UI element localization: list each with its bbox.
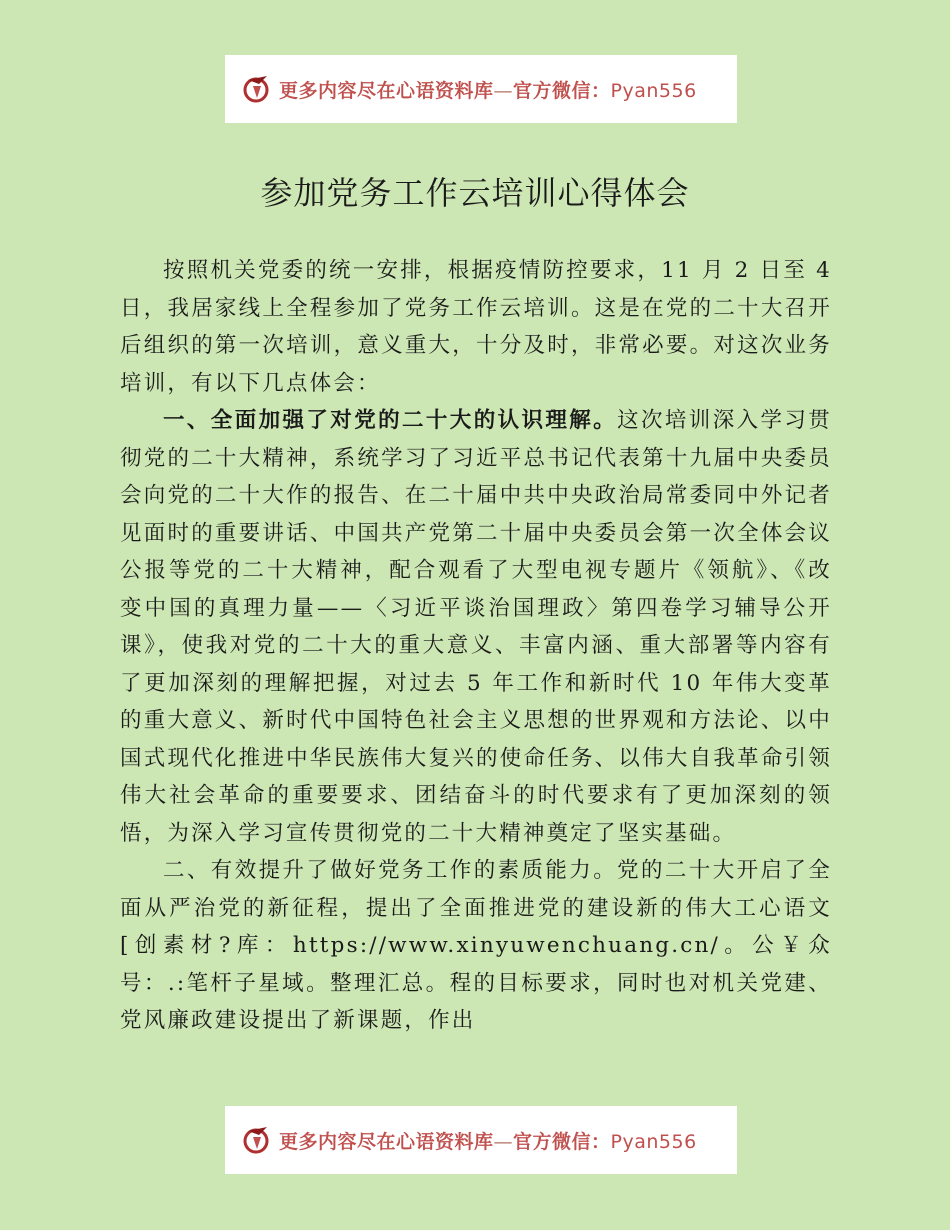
banner-text: 更多内容尽在心语资料库—官方微信：Pyan556 — [279, 79, 697, 102]
top-banner — [225, 55, 737, 123]
bottom-banner — [225, 1106, 737, 1174]
banner-text: 更多内容尽在心语资料库—官方微信：Pyan556 — [279, 1130, 697, 1153]
document-body — [120, 252, 832, 1040]
logo-icon — [239, 1123, 273, 1157]
paragraph-3: 二、有效提升了做好党务工作的素质能力。党的二十大开启了全面从严治党的新征程，提出了全面推进党的建设新的伟大工心语文[创素材?库：https://www.xinyuwenchuang.cn/。公￥众号：.:笔杆子星域。整理汇总。程的目标要求，同时也对机关党建、党风廉政建设提出了新课题，作出 — [120, 858, 832, 1033]
logo-icon — [239, 72, 273, 106]
paragraph-2: 一、全面加强了对党的二十大的认识理解。这次培训深入学习贯彻党的二十大精神，系统学习了习近平总书记代表第十九届中央委员会向党的二十大作的报告、在二十届中共中央政治局常委同中外记者见面时的重要讲话、中国共产党第二十届中央委员会第一次全体会议公报等党的二十大精神，配合观看了大型电视专题片《领航》、《改变中国的真理力量——〈习近平谈治国理政〉第四卷学习辅导公开课》，使我对党的二十大的重大意义、丰富内涵、重大部署等内容有了更加深刻的理解把握，对过去 5 年工作和新时代 10 年伟大变革的重大意义、新时代中国特色社会主义思想的世界观和方法论、以中国式现代化推进中华民族伟大复兴的使命任务、以伟大自我革命引领伟大社会革命的重要要求、团结奋斗的时代要求有了更加深刻的领悟，为深入学习宣传贯彻党的二十大精神奠定了坚实基础。 — [120, 408, 832, 846]
paragraph-1: 按照机关党委的统一安排，根据疫情防控要求，11 月 2 日至 4 日，我居家线上全程参加了党务工作云培训。这是在党的二十大召开后组织的第一次培训，意义重大，十分及时，非常必要。对这次业务培训，有以下几点体会： — [120, 258, 832, 396]
page-title: 参加党务工作云培训心得体会 — [260, 174, 690, 212]
